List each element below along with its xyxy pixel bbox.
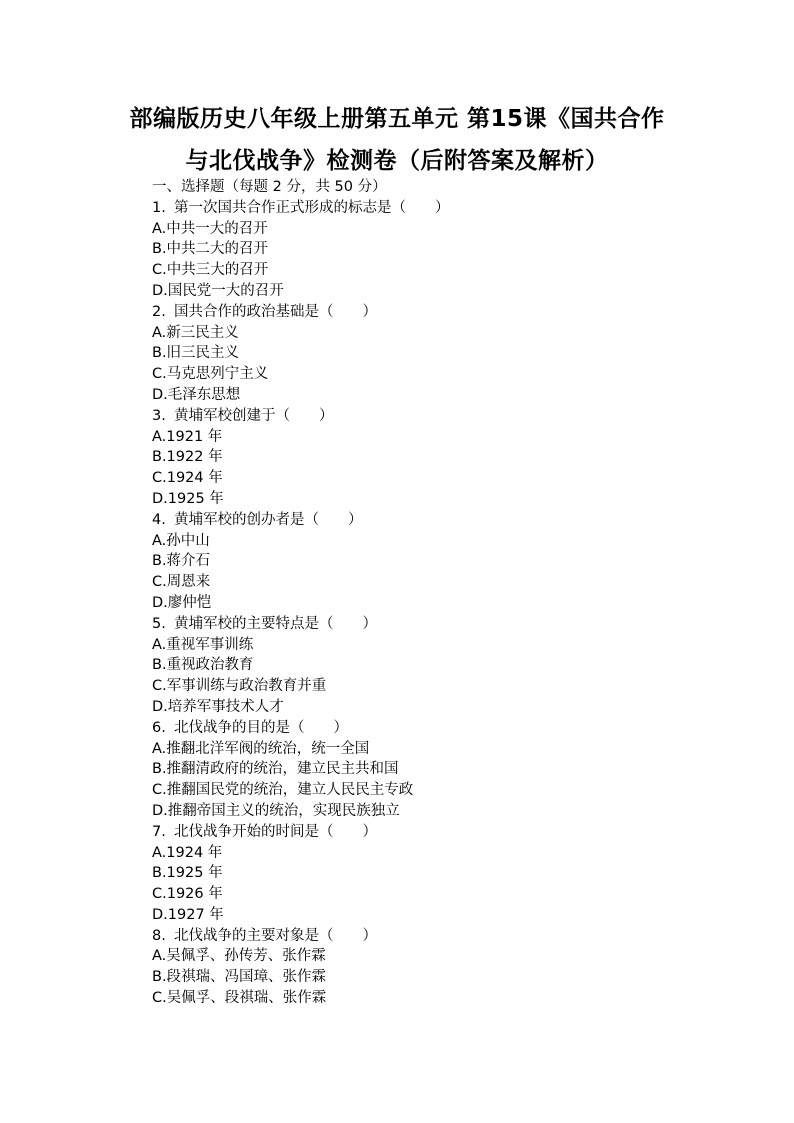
- question-text: 北伐战争开始的时间是（ ）: [174, 823, 377, 840]
- answer-option: D.毛泽东思想: [152, 386, 241, 403]
- answer-option: A.1921 年: [152, 428, 223, 445]
- question-text: 黄埔军校的创办者是（ ）: [174, 511, 363, 528]
- question-number: 8.: [152, 927, 166, 944]
- question-stem: [152, 614, 712, 635]
- answer-option: D.1927 年: [152, 906, 224, 923]
- answer-option: A.中共一大的召开: [152, 220, 268, 237]
- question-stem: [152, 926, 712, 947]
- question-stem: [152, 406, 712, 427]
- answer-option: A.1924 年: [152, 844, 223, 861]
- answer-option: B.1925 年: [152, 865, 223, 882]
- answer-option: A.孙中山: [152, 532, 210, 549]
- answer-option: C.中共三大的召开: [152, 262, 269, 279]
- answer-option: C.推翻国民党的统治，建立人民民主专政: [152, 782, 414, 799]
- question-stem: [152, 510, 712, 531]
- answer-option: C.马克思列宁主义: [152, 366, 269, 383]
- question-stem: [152, 822, 712, 843]
- title-line-2: 与北伐战争》检测卷（后附答案及解析）: [185, 148, 609, 174]
- question-text: 北伐战争的主要对象是（ ）: [174, 927, 377, 944]
- question-number: 3.: [152, 407, 166, 424]
- answer-option: C.周恩来: [152, 574, 211, 591]
- answer-option: B.1922 年: [152, 449, 223, 466]
- title-line-1: 部编版历史八年级上册第五单元 第15课《国共合作: [129, 106, 665, 132]
- answer-option: D.廖仲恺: [152, 594, 212, 611]
- answer-option: B.推翻清政府的统治，建立民主共和国: [152, 761, 399, 778]
- answer-option: A.吴佩孚、孙传芳、张作霖: [152, 948, 326, 965]
- question-list: [152, 198, 712, 1009]
- answer-option: D.1925 年: [152, 490, 224, 507]
- question-section: [152, 177, 712, 1009]
- question-text: 第一次国共合作正式形成的标志是（ ）: [174, 199, 450, 216]
- answer-option: A.重视军事训练: [152, 636, 254, 653]
- question-text: 北伐战争的目的是（ ）: [174, 719, 348, 736]
- answer-option: B.蒋介石: [152, 553, 211, 570]
- question-number: 5.: [152, 615, 166, 632]
- question-number: 4.: [152, 511, 166, 528]
- answer-option: B.段祺瑞、冯国璋、张作霖: [152, 969, 327, 986]
- question-text: 国共合作的政治基础是（ ）: [174, 303, 377, 320]
- question-stem: [152, 302, 712, 323]
- answer-option: C.军事训练与政治教育并重: [152, 678, 327, 695]
- question-text: 黄埔军校创建于（ ）: [174, 407, 334, 424]
- answer-option: C.1926 年: [152, 886, 223, 903]
- answer-option: B.中共二大的召开: [152, 241, 269, 258]
- section-heading: 一、选择题（每题 2 分，共 50 分）: [152, 179, 387, 195]
- question-number: 7.: [152, 823, 166, 840]
- question-number: 6.: [152, 719, 166, 736]
- question-stem: [152, 198, 712, 219]
- answer-option: D.培养军事技术人才: [152, 698, 284, 715]
- answer-option: A.新三民主义: [152, 324, 239, 341]
- answer-option: C.吴佩孚、段祺瑞、张作霖: [152, 990, 327, 1007]
- answer-option: D.国民党一大的召开: [152, 282, 284, 299]
- question-number: 1.: [152, 199, 166, 216]
- answer-option: B.重视政治教育: [152, 657, 254, 674]
- question-number: 2.: [152, 303, 166, 320]
- answer-option: D.推翻帝国主义的统治，实现民族独立: [152, 802, 400, 819]
- answer-option: A.推翻北洋军阀的统治，统一全国: [152, 740, 370, 757]
- question-stem: [152, 718, 712, 739]
- answer-option: B.旧三民主义: [152, 345, 240, 362]
- answer-option: C.1924 年: [152, 470, 223, 487]
- question-text: 黄埔军校的主要特点是（ ）: [174, 615, 377, 632]
- document-title: [90, 98, 704, 182]
